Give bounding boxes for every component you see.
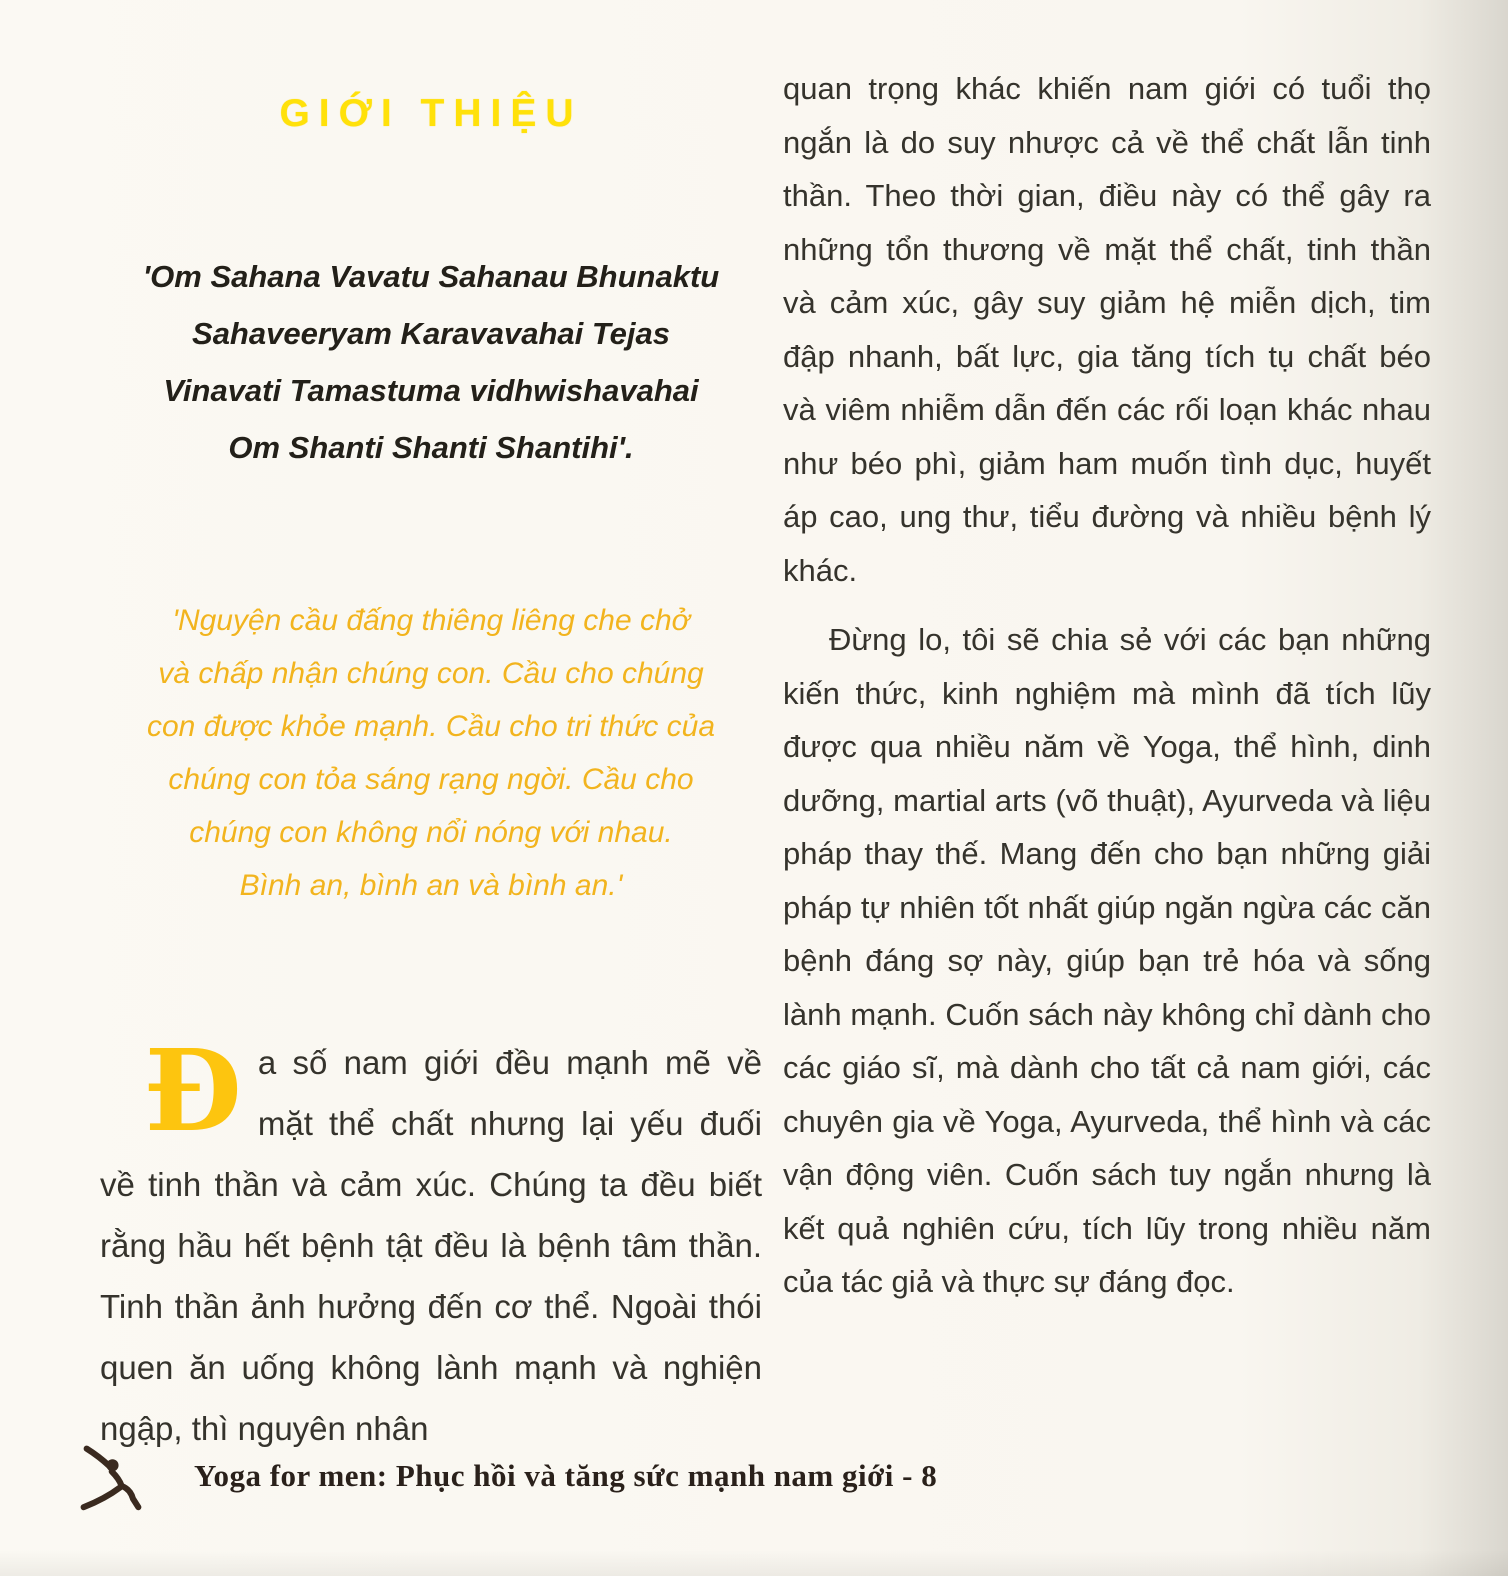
intro-paragraph (100, 1026, 762, 1459)
prayer-line: chúng con tỏa sáng rạng ngời. Cầu cho (168, 763, 694, 796)
yoga-pose-icon (76, 1438, 152, 1514)
mantra-line: Vinavati Tamastuma vidhwishavahai (163, 373, 699, 408)
mantra-line: 'Om Sahana Vavatu Sahanau Bhunaktu (142, 259, 720, 294)
prayer-translation (100, 594, 762, 912)
mantra-quote (100, 248, 762, 476)
mantra-line: Sahaveeryam Karavavahai Tejas (192, 316, 670, 351)
prayer-line: 'Nguyện cầu đấng thiêng liêng che chở (172, 604, 690, 637)
prayer-line: Bình an, bình an và bình an.' (239, 869, 623, 902)
running-footer-text: Yoga for men: Phục hồi và tăng sức mạnh nam giới - 8 (194, 1458, 938, 1493)
intro-paragraph-text: a số nam giới đều mạnh mẽ về mặt thể chất nhưng lại yếu đuối về tinh thần và cảm xúc. Chúng ta đều biết rằng hầu hết bệnh tật đều là bệnh tâm thần. Tinh thần ảnh hưởng đến cơ thể. Ngoài thói quen ăn uống không lành mạnh và nghiện ngập, thì nguyên nhân (100, 1044, 762, 1447)
chapter-title: GIỚI THIỆU (279, 92, 583, 135)
page-footer (76, 1438, 937, 1514)
mantra-line: Om Shanti Shanti Shantihi'. (228, 430, 634, 465)
left-column (100, 0, 762, 1459)
prayer-line: chúng con không nổi nóng với nhau. (189, 816, 673, 849)
prayer-line: và chấp nhận chúng con. Cầu cho chúng (158, 657, 704, 690)
right-column (783, 0, 1431, 1309)
body-paragraph-1: quan trọng khác khiến nam giới có tuổi thọ ngắn là do suy nhược cả về thể chất lẫn tinh thần. Theo thời gian, điều này có thể gây ra những tổn thương về mặt thể chất, tinh thần và cảm xúc, gây suy giảm hệ miễn dịch, tim đập nhanh, bất lực, gia tăng tích tụ chất béo và viêm nhiễm dẫn đến các rối loạn khác nhau như béo phì, giảm ham muốn tình dục, huyết áp cao, ung thư, tiểu đường và nhiều bệnh lý khác. (783, 71, 1431, 588)
body-paragraph-2: Đừng lo, tôi sẽ chia sẻ với các bạn những kiến thức, kinh nghiệm mà mình đã tích lũy được qua nhiều năm về Yoga, thể hình, dinh dưỡng, martial arts (võ thuật), Ayurveda và liệu pháp thay thế. Mang đến cho bạn những giải pháp tự nhiên tốt nhất giúp ngăn ngừa các căn bệnh đáng sợ này, giúp bạn trẻ hóa và sống lành mạnh. Cuốn sách này không chỉ dành cho các giáo sĩ, mà dành cho tất cả nam giới, các chuyên gia về Yoga, Ayurveda, thể hình và các vận động viên. Cuốn sách tuy ngắn nhưng là kết quả nghiên cứu, tích lũy trong nhiều năm của tác giả và thực sự đáng đọc. (783, 622, 1431, 1299)
prayer-line: con được khỏe mạnh. Cầu cho tri thức của (146, 710, 716, 743)
dropcap-letter: Đ (144, 1026, 242, 1157)
